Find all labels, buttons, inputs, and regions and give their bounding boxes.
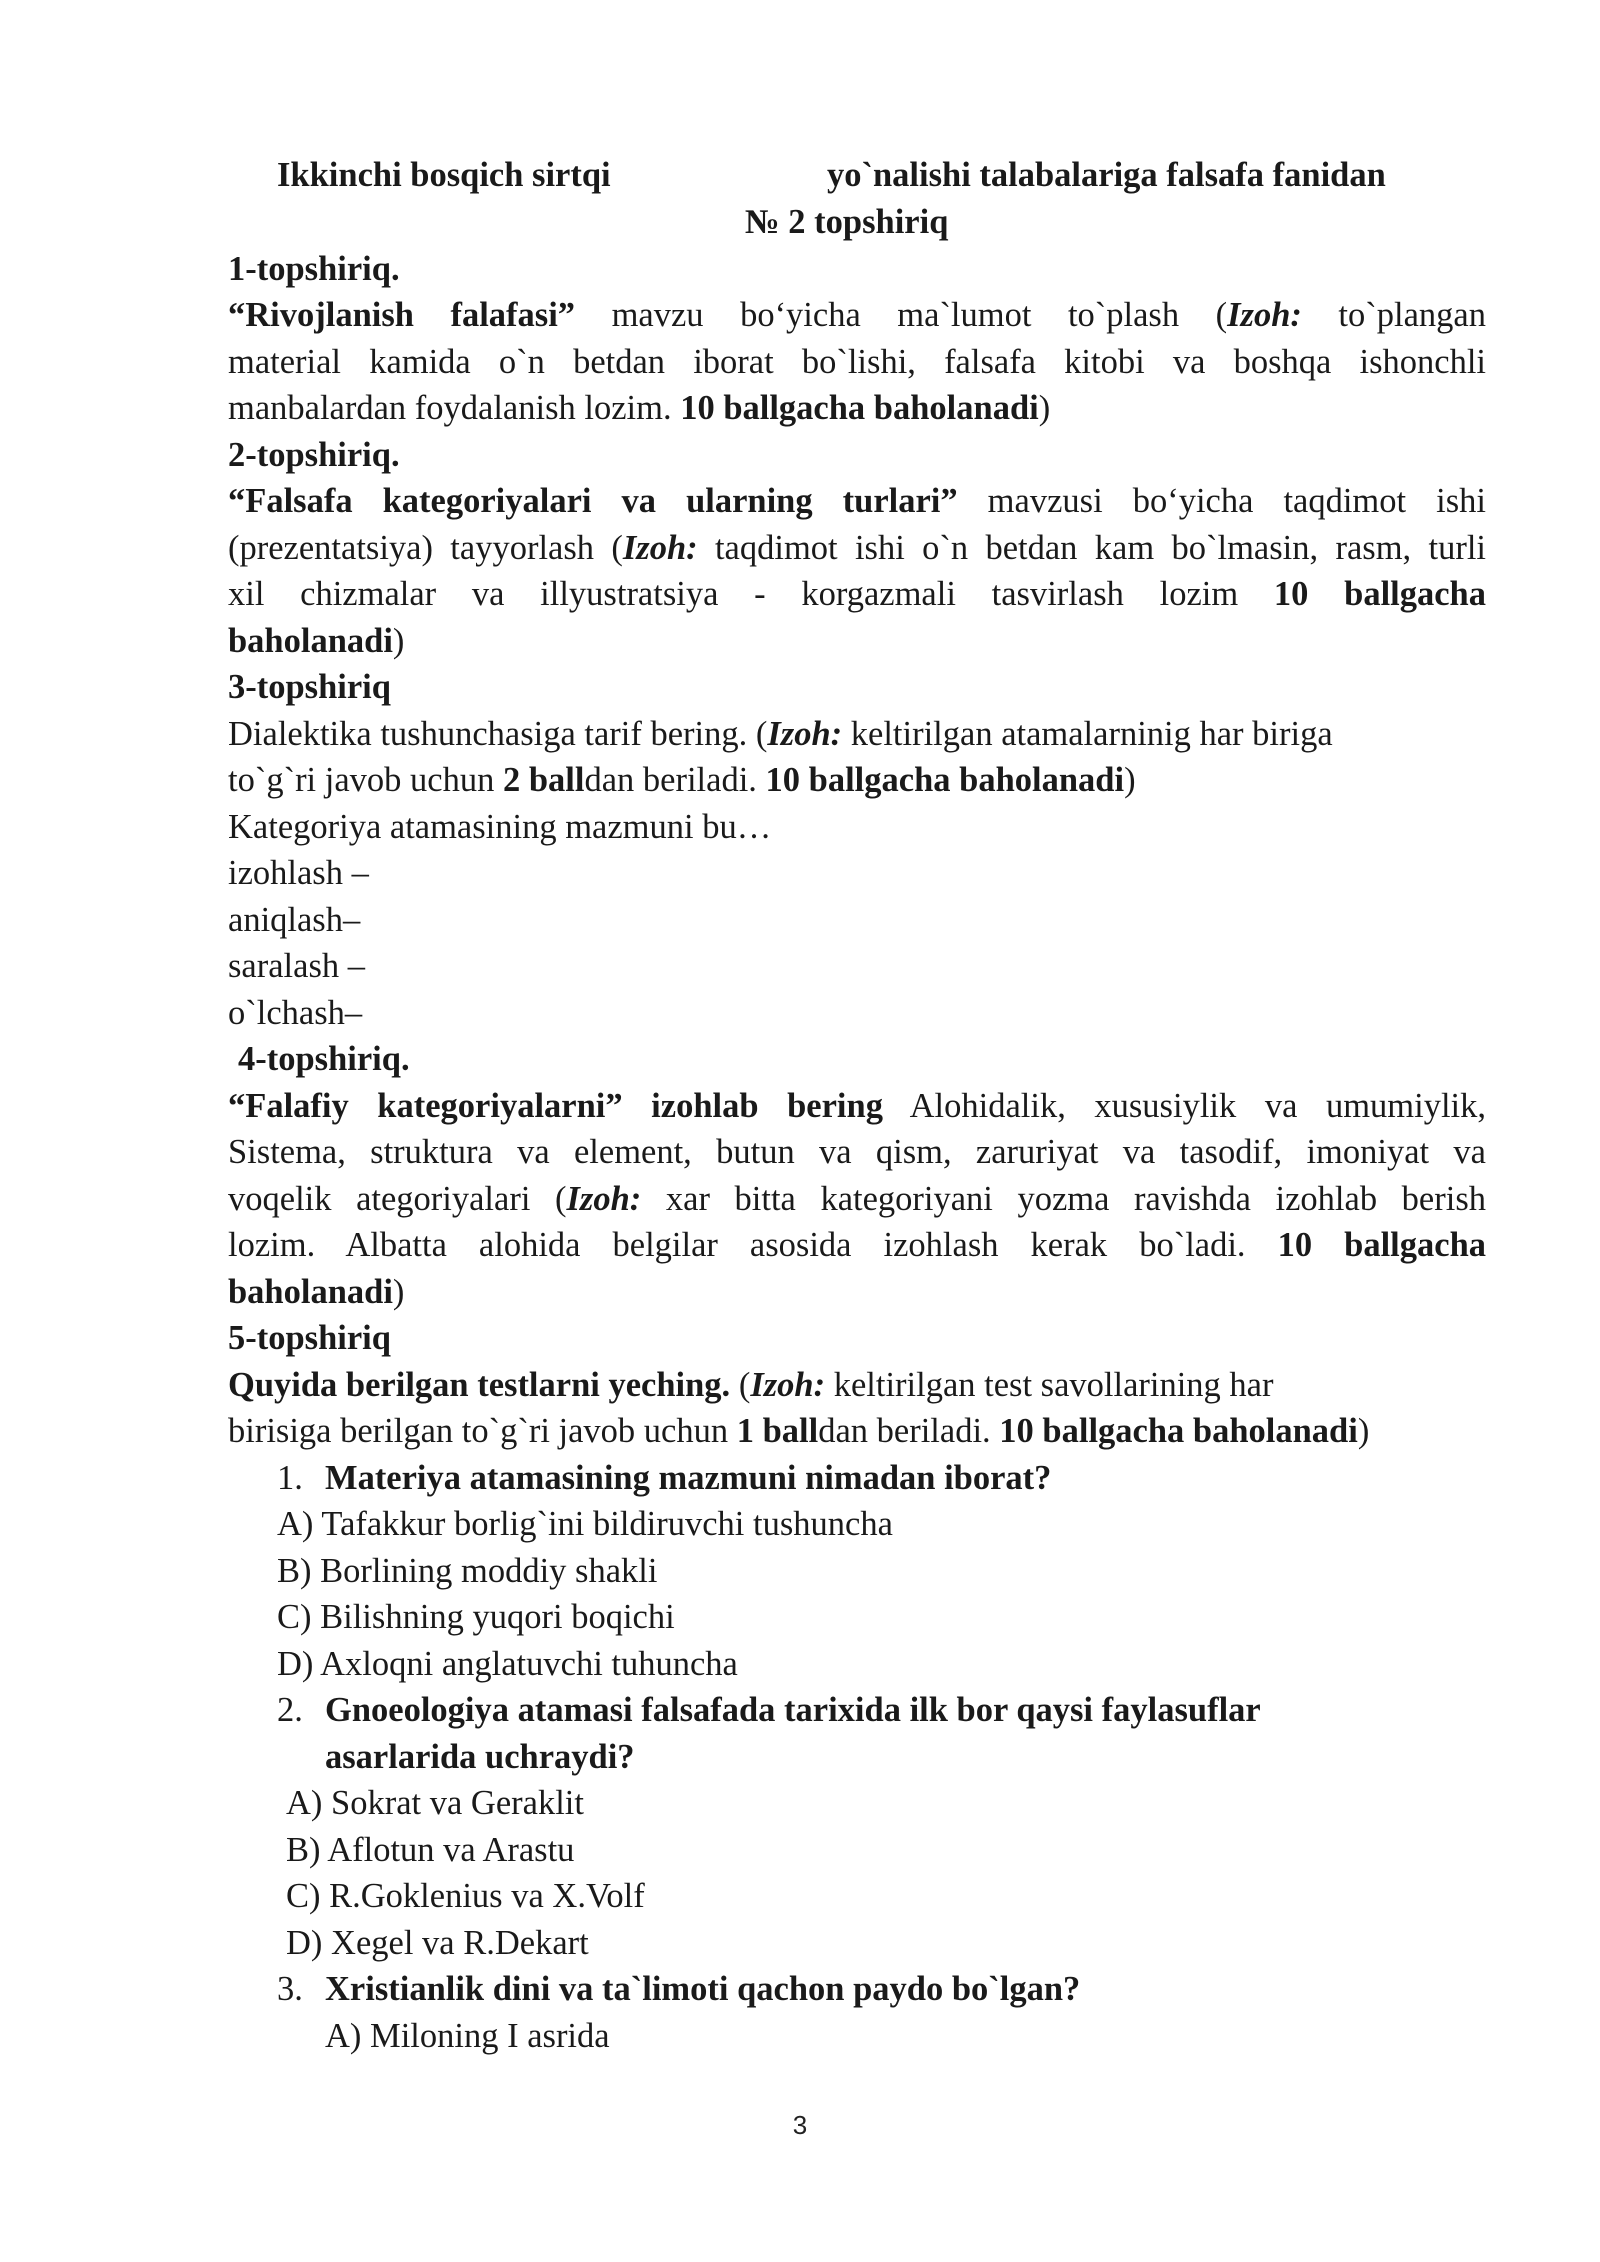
answer-option: D) Axloqni anglatuvchi tuhuncha bbox=[277, 1645, 738, 1683]
answer-option: D) Xegel va R.Dekart bbox=[286, 1924, 589, 1962]
task4-line2: Sistema, struktura va element, butun va qism, zaruriyat va tasodif, imoniyat va bbox=[228, 1133, 1486, 1171]
task3-line3: Kategoriya atamasining mazmuni bu… bbox=[228, 808, 772, 846]
question-2-cont: asarlarida uchraydi? bbox=[325, 1738, 635, 1776]
header-right: yo`nalishi talabalariga falsafa fanidan bbox=[827, 156, 1386, 194]
header-left: Ikkinchi bosqich sirtqi bbox=[277, 156, 611, 194]
task5-title: 5-topshiriq bbox=[228, 1319, 391, 1357]
answer-option: A) Tafakkur borlig`ini bildiruvchi tushuncha bbox=[277, 1505, 893, 1543]
question-3: 3. Xristianlik dini va ta`limoti qachon paydo bo`lgan? bbox=[277, 1970, 1081, 2008]
task4-line1: “Falafiy kategoriyalarni” izohlab bering Alohidalik, xususiylik va umumiylik, bbox=[228, 1087, 1487, 1125]
task1-line3: manbalardan foydalanish lozim. 10 ballgacha baholanadi) bbox=[228, 389, 1051, 427]
task3-item: izohlash – bbox=[228, 854, 369, 892]
task4-line5: baholanadi) bbox=[228, 1273, 405, 1311]
task5-line1: Quyida berilgan testlarni yeching. (Izoh: keltirilgan test savollarining har bbox=[228, 1366, 1274, 1404]
task3-line2: to`g`ri javob uchun 2 balldan beriladi. 10 ballgacha baholanadi) bbox=[228, 761, 1136, 799]
task3-item: o`lchash– bbox=[228, 994, 363, 1032]
question-2: 2. Gnoeologiya atamasi falsafada tarixida ilk bor qaysi faylasuflar bbox=[277, 1691, 1261, 1729]
task3-item: saralash – bbox=[228, 947, 365, 985]
task1-line1: “Rivojlanish falafasi” mavzu bo‘yicha ma`lumot to`plash (Izoh: to`plangan bbox=[228, 296, 1486, 334]
task3-line1: Dialektika tushunchasiga tarif bering. (Izoh: keltirilgan atamalarninig har biriga bbox=[228, 715, 1333, 753]
question-1: 1. Materiya atamasining mazmuni nimadan iborat? bbox=[277, 1459, 1052, 1497]
task5-line2: birisiga berilgan to`g`ri javob uchun 1 balldan beriladi. 10 ballgacha baholanadi) bbox=[228, 1412, 1370, 1450]
task4-line3: voqelik ategoriyalari (Izoh: xar bitta kategoriyani yozma ravishda izohlab berish bbox=[228, 1180, 1486, 1218]
task4-title: 4-topshiriq. bbox=[238, 1040, 410, 1078]
task2-line1: “Falsafa kategoriyalari va ularning turlari” mavzusi bo‘yicha taqdimot ishi bbox=[228, 482, 1486, 520]
task3-item: aniqlash– bbox=[228, 901, 361, 939]
answer-option: B) Aflotun va Arastu bbox=[286, 1831, 575, 1869]
task1-title: 1-topshiriq. bbox=[228, 250, 400, 288]
task2-title: 2-topshiriq. bbox=[228, 436, 400, 474]
header-sub: № 2 topshiriq bbox=[745, 203, 949, 241]
task2-line4: baholanadi) bbox=[228, 622, 405, 660]
task3-title: 3-topshiriq bbox=[228, 668, 391, 706]
answer-option: A) Sokrat va Geraklit bbox=[286, 1784, 584, 1822]
task1-line2: material kamida o`n betdan iborat bo`lishi, falsafa kitobi va boshqa ishonchli bbox=[228, 343, 1486, 381]
page-number: 3 bbox=[792, 2110, 808, 2140]
answer-option: C) Bilishning yuqori boqichi bbox=[277, 1598, 675, 1636]
answer-option: A) Miloning I asrida bbox=[325, 2017, 610, 2055]
answer-option: B) Borlining moddiy shakli bbox=[277, 1552, 658, 1590]
task2-line2: (prezentatsiya) tayyorlash (Izoh: taqdimot ishi o`n betdan kam bo`lmasin, rasm, turli bbox=[228, 529, 1486, 567]
task4-line4: lozim. Albatta alohida belgilar asosida izohlash kerak bo`ladi. 10 ballgacha bbox=[228, 1226, 1487, 1264]
task2-line3: xil chizmalar va illyustratsiya - korgazmali tasvirlash lozim 10 ballgacha bbox=[228, 575, 1486, 613]
answer-option: C) R.Goklenius va X.Volf bbox=[286, 1877, 645, 1915]
